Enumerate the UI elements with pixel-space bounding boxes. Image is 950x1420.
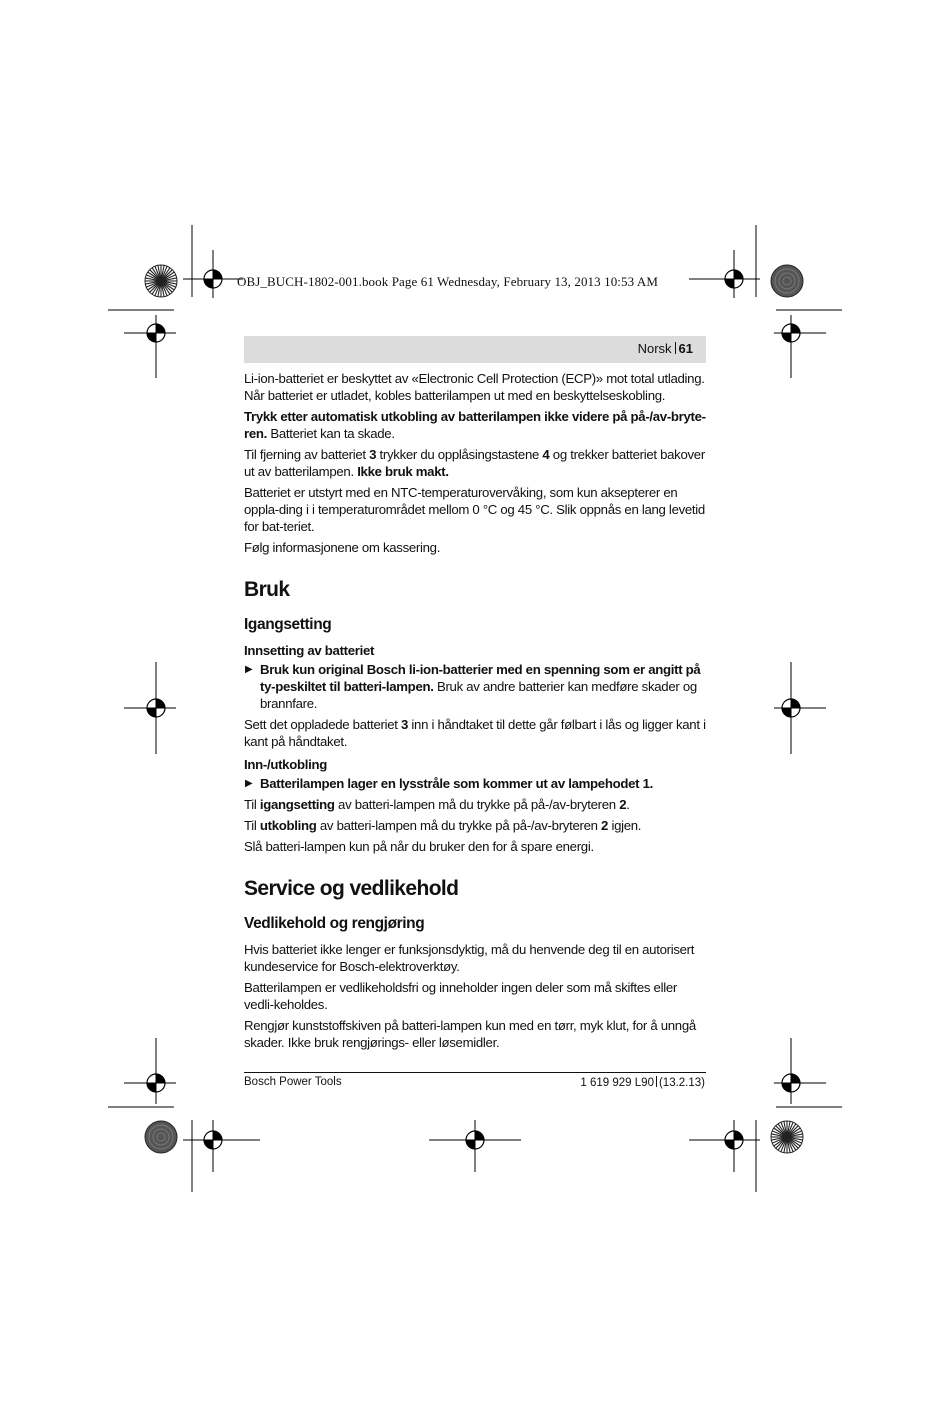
paragraph-insert-battery: Sett det oppladede batteriet 3 inn i håndtaket til dette går følbart i lås og ligger kant i kant på håndtaket. [244, 717, 706, 749]
bullet-light-beam: ▶ Batterilampen lager en lysstråle som kommer ut av lampehodet 1. [245, 776, 653, 791]
bullet-triangle-icon: ▶ [245, 778, 253, 789]
intro-paragraph-warning: Trykk etter automatisk utkobling av batterilampen ikke videre på på-/av-bryte-ren. Batteriet kan ta skade. [244, 409, 706, 441]
book-file-info: OBJ_BUCH-1802-001.book Page 61 Wednesday, February 13, 2013 10:53 AM [237, 274, 659, 289]
page-header [638, 341, 693, 356]
heading-innsetting: Innsetting av batteriet [244, 643, 375, 658]
bullet-original-battery: ▶ Bruk kun original Bosch li-ion-batterier med en spenning som er angitt på ty-peskiltet til batteri-lampen. Bruk av andre batterier kan medføre skader og brannfare. [245, 662, 701, 711]
subsection-title-igangsetting: Igangsetting [244, 616, 332, 633]
section-title-bruk: Bruk [244, 578, 290, 601]
intro-paragraph-ecp: Li-ion-batteriet er beskyttet av «Electronic Cell Protection (ECP)» mot total utlading. Når batteriet er utladet, kobles batterilampen ut med en beskyttelseskobling. [244, 371, 705, 403]
paragraph-service-2: Batterilampen er vedlikeholdsfri og inneholder ingen deler som må skiftes eller vedli-keholdes. [244, 980, 677, 1012]
intro-paragraph-ntc: Batteriet er utstyrt med en NTC-temperaturovervåking, som kun aksepterer en oppla-ding i i temperaturområdet mellom 0 °C og 45 °C. Slik oppnås en lang levetid for bat-teriet. [244, 485, 705, 534]
footer-doc-code: 1 619 929 L90 (13.2.13) [580, 1077, 705, 1089]
paragraph-service-1: Hvis batteriet ikke lenger er funksjonsdyktig, må du henvende deg til en autorisert kundeservice for Bosch-elektroverktøy. [244, 942, 695, 974]
paragraph-save-energy: Slå batteri-lampen kun på når du bruker den for å spare energi. [244, 839, 594, 854]
paragraph-switch-off: Til utkobling av batteri-lampen må du trykke på på-/av-bryteren 2 igjen. [244, 818, 642, 833]
page-content [244, 370, 706, 1055]
footer-rule [244, 1072, 706, 1073]
header-language: Norsk [637, 341, 672, 356]
paragraph-switch-on: Til igangsetting av batteri-lampen må du trykke på på-/av-bryteren 2. [244, 797, 630, 812]
subsection-title-vedlikehold: Vedlikehold og rengjøring [244, 915, 425, 932]
intro-paragraph-disposal: Følg informasjonene om kassering. [244, 540, 441, 555]
paragraph-service-3: Rengjør kunststoffskiven på batteri-lampen kun med en tørr, myk klut, for å unngå skader. Ikke bruk rengjørings- eller løsemidler. [244, 1018, 696, 1050]
footer-brand: Bosch Power Tools [244, 1076, 342, 1088]
heading-inn-utkobling: Inn-/utkobling [244, 757, 327, 772]
intro-paragraph-remove: Til fjerning av batteriet 3 trykker du opplåsingstastene 4 og trekker batteriet bakover ut av batterilampen. Ikke bruk makt. [244, 447, 705, 479]
section-title-service: Service og vedlikehold [244, 877, 459, 900]
bullet-triangle-icon: ▶ [245, 664, 253, 675]
header-page-number: 61 [678, 341, 693, 356]
page-header-bar [244, 336, 706, 363]
